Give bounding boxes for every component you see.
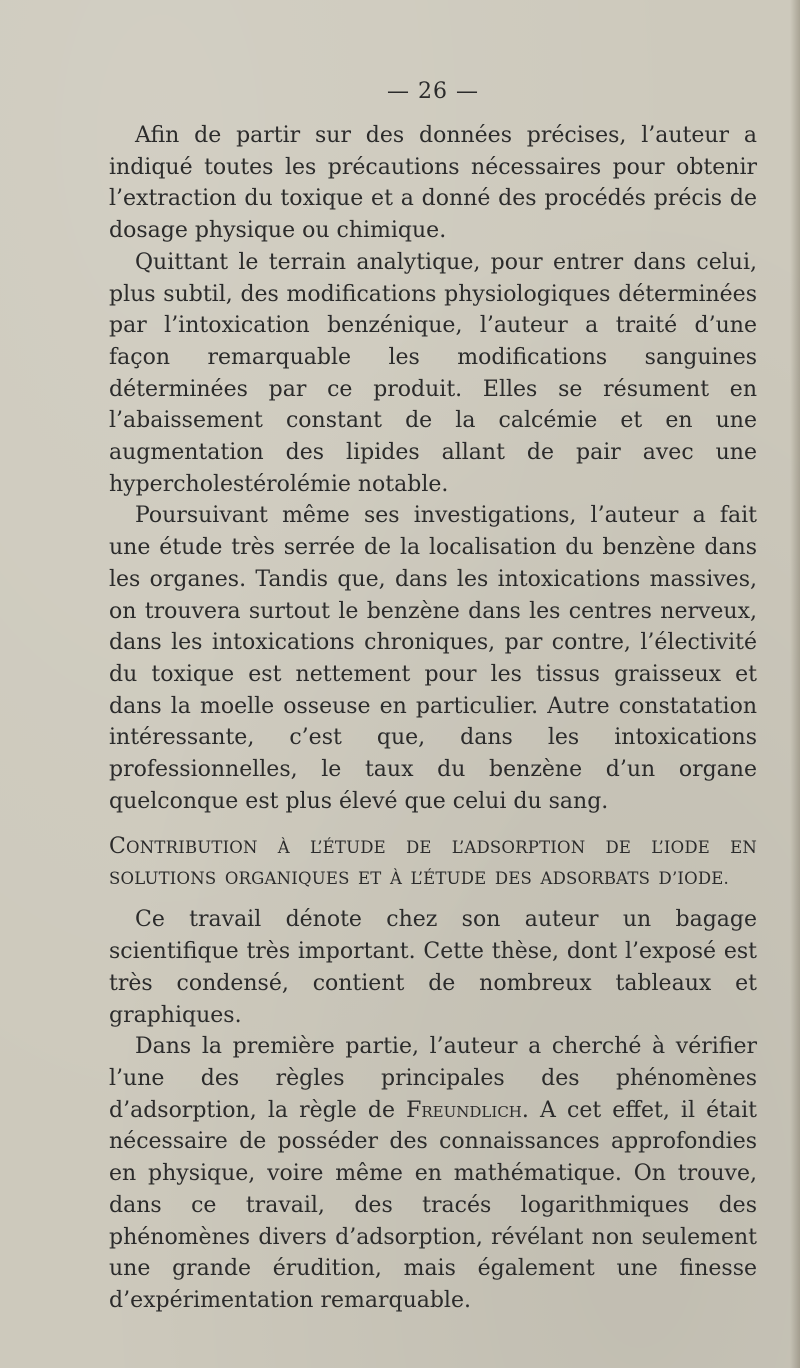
- section-heading-initial: C: [109, 834, 127, 860]
- section-heading-text: ONTRIBUTION À L’ÉTUDE DE L’ADSORPTION DE L’IODE EN SOLUTIONS ORGANIQUES ET À L’ÉTUDE DES ADSORBATS D’IODE.: [109, 838, 757, 889]
- paragraph-5-end: . A cet effet, il était nécessaire de posséder des connaissances approfondies en physique, voire même en mathématique. On trouve, dans ce travail, des tracés logarithmiques des phénomènes divers d’adsorption, révélant non seulement une grande érudition, mais également une finesse d’expérimentation remarquable.: [109, 1097, 757, 1313]
- page-edge-shadow: [790, 0, 800, 1368]
- paragraph-5-start: Dans la première partie, l’auteur a cherché à vérifier l’une des règles principales des phénomènes d’adsorption, la règle de: [109, 1034, 757, 1123]
- section-heading: [109, 831, 757, 894]
- paragraph-2: Quittant le terrain analytique, pour entrer dans celui, plus subtil, des modifications physiologiques déterminées par l’intoxication benzénique, l’auteur a traité d’une façon remarquable les modifications sanguines déterminées par ce produit. Elles se résument en l’abaissement constant de la calcémie et en une augmentation des lipides allant de pair avec une hypercholestérolémie notable.: [109, 249, 757, 497]
- paragraph-5: [109, 1031, 757, 1316]
- paragraph-4: Ce travail dénote chez son auteur un bagage scientifique très important. Cette thèse, dont l’exposé est très condensé, contient de nombreux tableaux et graphiques.: [109, 907, 757, 1028]
- paragraph-1: Afin de partir sur des données précises, l’auteur a indiqué toutes les précautions nécessaires pour obtenir l’extraction du toxique et a donné des procédés précis de dosage physique ou chimique.: [109, 123, 757, 244]
- document-page: [109, 72, 757, 1317]
- page-number: — 26 —: [387, 79, 479, 104]
- author-name: Freundlich: [406, 1097, 522, 1123]
- paragraph-3: Poursuivant même ses investigations, l’auteur a fait une étude très serrée de la localisation du benzène dans les organes. Tandis que, dans les intoxications massives, on trouvera surtout le benzène dans les centres nerveux, dans les intoxications chroniques, par contre, l’électivité du toxique est nettement pour les tissus graisseux et dans la moelle osseuse en particulier. Autre constatation intéressante, c’est que, dans les intoxications professionnelles, le taux du benzène d’un organe quelconque est plus élevé que celui du sang.: [109, 503, 757, 814]
